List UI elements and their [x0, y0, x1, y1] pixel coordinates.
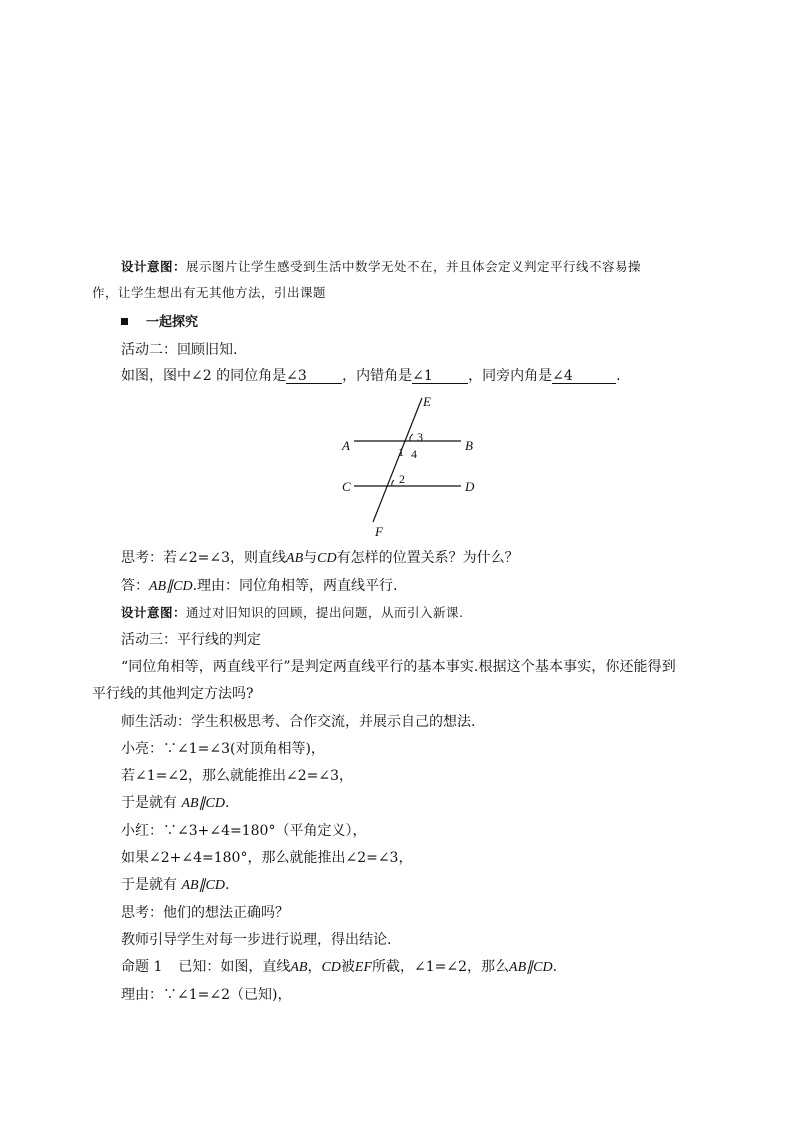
proposition-conclusion: AB∥CD: [509, 960, 553, 975]
answer-1: [121, 576, 397, 597]
activity3-paragraph-2: 平行线的其他判定方法吗?: [92, 686, 254, 702]
question-middle-1: ，内错角是: [342, 368, 413, 384]
think1-cd: CD: [317, 551, 337, 566]
think1-prefix: 思考：若∠2=∠3，则直线: [121, 550, 287, 566]
xiaoliang-line-2: 若∠1=∠2，那么就能推出∠2=∠3，: [121, 768, 354, 784]
answer-blank-corresponding: ∠3: [286, 369, 342, 384]
angle-2-arc: [392, 480, 394, 486]
label-e: E: [423, 394, 431, 409]
section-heading: [121, 313, 198, 333]
think-question-1: [121, 548, 519, 569]
label-f: F: [375, 524, 383, 539]
design-intent-line-2: [92, 283, 326, 303]
angle-3-arc: [410, 434, 413, 441]
question-prefix: 如图，图中∠2 的同位角是: [121, 368, 287, 384]
label-d: D: [465, 479, 475, 494]
proposition-label: 命题 1: [121, 959, 163, 975]
reason-line: 理由：∵∠1=∠2（已知)，: [121, 987, 292, 1003]
design-intent-2-text: 通过对旧知识的回顾，提出问题，从而引入新课.: [186, 605, 464, 620]
question-end: .: [616, 368, 621, 384]
answer-blank-co-interior: ∠4: [552, 369, 616, 384]
xiaoliang-line-3: [121, 793, 229, 814]
xiaohong-relation: AB∥CD: [181, 878, 226, 893]
angle-label-1: 1: [398, 445, 404, 459]
activity3-title: 活动三：平行线的判定: [121, 632, 261, 648]
think1-middle: 与: [303, 550, 318, 566]
label-b: B: [465, 438, 473, 453]
square-bullet-icon: [121, 318, 128, 325]
section-title: 一起探究: [146, 315, 199, 330]
proposition-period: .: [552, 959, 558, 975]
parallel-lines-figure: [0, 390, 794, 550]
think1-ab: AB: [286, 551, 304, 566]
think1-suffix: 有怎样的位置关系？为什么？: [336, 550, 519, 566]
proposition-ef: EF: [354, 960, 373, 975]
proposition-cd: CD: [321, 960, 341, 975]
proposition-ab: AB: [290, 960, 308, 975]
angle-label-3: 3: [417, 430, 423, 444]
proposition-by: 被: [340, 959, 355, 975]
angle-label-2: 2: [399, 472, 405, 486]
xiaohong-line-3: [121, 875, 229, 896]
xiaoliang-line-1: 小亮：∵∠1=∠3(对顶角相等)，: [121, 741, 325, 757]
answer1-reason: .理由：同位角相等，两直线平行.: [192, 578, 398, 594]
label-a: A: [342, 438, 350, 453]
xiaohong-line-2: 如果∠2+∠4=180°，那么就能推出∠2=∠3，: [121, 850, 413, 866]
proposition-sep: ，: [307, 959, 322, 975]
design-intent-text: 展示图片让学生感受到生活中数学无处不在，并且体会定义判定平行线不容易操: [186, 259, 642, 274]
activity3-paragraph-1: “同位角相等，两直线平行”是判定两直线平行的基本事实.根据这个基本事实，你还能得到: [121, 659, 676, 675]
activity2-title: 活动二：回顾旧知.: [121, 342, 238, 358]
teacher-guidance: 教师引导学生对每一步进行说理，得出结论.: [121, 932, 392, 948]
activity2-question: [121, 366, 621, 386]
question-middle-2: ，同旁内角是: [468, 368, 553, 384]
design-intent-text-cont: 作，让学生想出有无其他方法，引出课题: [92, 285, 327, 300]
xiaohong-line-1: 小红：∵∠3+∠4=180°（平角定义），: [121, 823, 367, 839]
label-c: C: [342, 479, 351, 494]
xiaohong-period: .: [225, 877, 230, 893]
think-question-2: 思考：他们的想法正确吗？: [121, 905, 289, 921]
design-intent-2: [121, 603, 464, 623]
design-intent-label: 设计意图：: [121, 259, 187, 274]
xiaoliang-relation: AB∥CD: [181, 796, 226, 811]
proposition-1: [121, 957, 557, 978]
proposition-given: 已知：如图，直线: [178, 959, 291, 975]
xiaoliang-period: .: [225, 795, 230, 811]
proposition-condition: 所截，∠1=∠2，那么: [372, 959, 510, 975]
xiaoliang-conclusion-prefix: 于是就有: [121, 795, 177, 811]
teacher-student-activity: 师生活动：学生积极思考、合作交流，并展示自己的想法.: [121, 714, 476, 730]
design-intent-2-label: 设计意图：: [121, 605, 187, 620]
answer1-prefix: 答：: [121, 578, 149, 594]
answer-blank-alternate: ∠1: [412, 369, 468, 384]
angle-label-4: 4: [411, 447, 417, 461]
design-intent-line-1: [121, 257, 641, 277]
xiaohong-conclusion-prefix: 于是就有: [121, 877, 177, 893]
answer1-relation: AB∥CD: [149, 579, 193, 594]
